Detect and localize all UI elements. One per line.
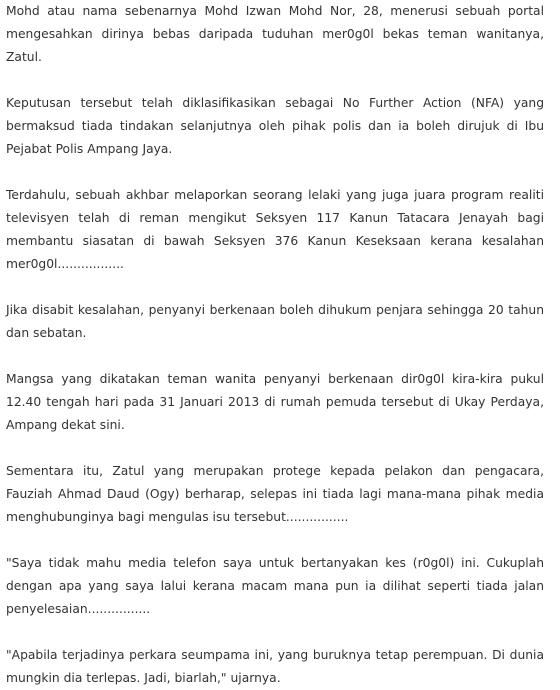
paragraph-quote-1: "Saya tidak mahu media telefon saya untuk bertanyakan kes (r0g0l) ini. Cukuplah dengan apa yang saya lalui kerana macam mana pun ia dilihat seperti tiada jalan penyelesaian................ [6,556,544,616]
paragraph-zatul: Sementara itu, Zatul yang merupakan protege kepada pelakon dan pengacara, Fauziah Ahmad Daud (Ogy) berharap, selepas ini tiada lagi mana-mana pihak media menghubunginya bagi mengulas isu tersebut................ [6,464,544,524]
paragraph-quote-2: "Apabila terjadinya perkara seumpama ini, yang buruknya tetap perempuan. Di dunia mungkin dia terlepas. Jadi, biarlah," ujarnya. [6,648,544,685]
paragraph-penalty: Jika disabit kesalahan, penyanyi berkenaan boleh dihukum penjara sehingga 20 tahun dan sebatan. [6,303,544,340]
paragraph-victim: Mangsa yang dikatakan teman wanita penyanyi berkenaan dir0g0l kira-kira pukul 12.40 tengah hari pada 31 Januari 2013 di rumah pemuda tersebut di Ukay Perdaya, Ampang dekat sini. [6,372,544,432]
article-body [6,0,544,690]
paragraph-nfa: Keputusan tersebut telah diklasifikasikan sebagai No Further Action (NFA) yang bermaksud tiada tindakan selanjutnya oleh pihak polis dan ia boleh dirujuk di Ibu Pejabat Polis Ampang Jaya. [6,96,544,156]
paragraph-remand: Terdahulu, sebuah akhbar melaporkan seorang lelaki yang juga juara program realiti televisyen telah di reman mengikut Seksyen 117 Kanun Tatacara Jenayah bagi membantu siasatan di bawah Seksyen 376 Kanun Keseksaan kerana kesalahan mer0g0l................. [6,188,544,271]
paragraph-intro: Mohd atau nama sebenarnya Mohd Izwan Mohd Nor, 28, menerusi sebuah portal mengesahkan dirinya bebas daripada tuduhan mer0g0l bekas teman wanitanya, Zatul. [6,4,544,64]
